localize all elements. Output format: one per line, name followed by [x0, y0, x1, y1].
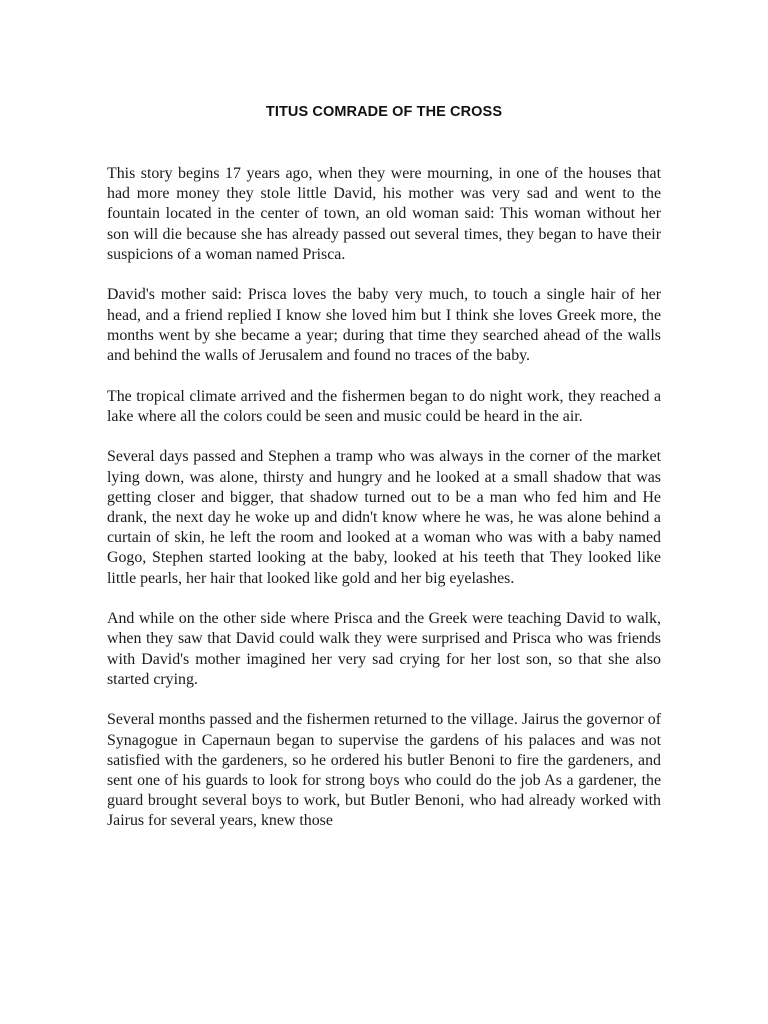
paragraph-3: The tropical climate arrived and the fishermen began to do night work, they reached a lake where all the colors could be seen and music could be heard in the air.	[107, 387, 661, 425]
document-body	[107, 164, 661, 852]
document-title: TITUS COMRADE OF THE CROSS	[265, 104, 503, 120]
paragraph-5: And while on the other side where Prisca and the Greek were teaching David to walk, when they saw that David could walk they were surprised and Prisca who was friends with David's mother imagined her very sad crying for her lost son, so that she also started crying.	[107, 610, 661, 688]
paragraph-2: David's mother said: Prisca loves the baby very much, to touch a single hair of her head, and a friend replied I know she loved him but I think she loves Greek more, the months went by she became a year; during that time they searched ahead of the walls and behind the walls of Jerusalem and found no traces of the baby.	[107, 286, 661, 365]
paragraph-1: This story begins 17 years ago, when they were mourning, in one of the houses that had more money they stole little David, his mother was very sad and went to the fountain located in the center of town, an old woman said: This woman without her son will die because she has already passed out several times, they began to have their suspicions of a woman named Prisca.	[107, 165, 661, 263]
paragraph-6: Several months passed and the fishermen returned to the village. Jairus the governor of Synagogue in Capernaun began to supervise the gardens of his palaces and was not satisfied with the gardeners, so he ordered his butler Benoni to fire the gardeners, and sent one of his guards to look for strong boys who could do the job As a gardener, the guard brought several boys to work, but Butler Benoni, who had already worked with Jairus for several years, knew those	[107, 711, 661, 830]
paragraph-4: Several days passed and Stephen a tramp who was always in the corner of the market lying down, was alone, thirsty and hungry and he looked at a small shadow that was getting closer and bigger, that shadow turned out to be a man who fed him and He drank, the next day he woke up and didn't know where he was, he was alone behind a curtain of skin, he left the room and looked at a woman who was with a baby named Gogo, Stephen started looking at the baby, looked at his teeth that They looked like little pearls, her hair that looked like gold and her big eyelashes.	[107, 448, 661, 587]
